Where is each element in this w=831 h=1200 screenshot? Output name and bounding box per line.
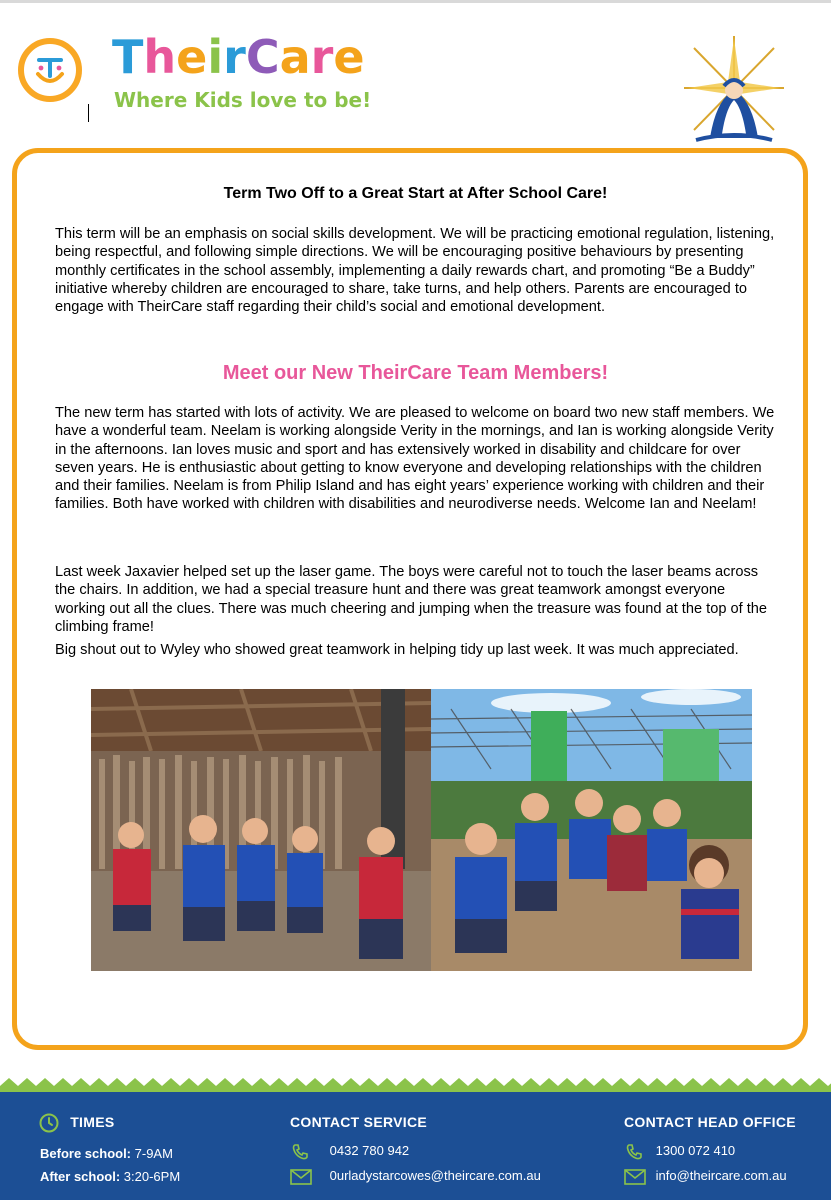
service-phone-line[interactable] — [290, 1142, 541, 1162]
brand-letter: r — [310, 30, 334, 84]
brand-tagline: Where Kids love to be! — [114, 88, 372, 112]
intro-paragraph: This term will be an emphasis on social skills development. We will be practicing emotional regulation, listening, being respectful, and following simple directions. We will be encouraging positive behaviours by presenting monthly certificates in the school assembly, implementing a daily rewards chart, and promoting “Be a Buddy” initiative whereby children are encouraged to share, take turns, and help others. Parents are encouraged to engage with TheirCare staff regarding their child’s social and emotional development. — [55, 226, 775, 316]
times-heading: TIMES — [70, 1113, 115, 1130]
contact-head-office-section — [624, 1114, 796, 1185]
brand-letter: r — [223, 30, 246, 84]
head-office-phone-line[interactable] — [624, 1142, 796, 1162]
brand-letter: e — [176, 30, 208, 84]
times-section — [38, 1112, 180, 1184]
head-office-email[interactable]: info@theircare.com.au — [655, 1168, 787, 1183]
shout-out-paragraph: Big shout out to Wyley who showed great teamwork in helping tidy up last week. It was much appreciated. — [55, 642, 739, 658]
before-school-value: 7-9AM — [134, 1146, 173, 1161]
school-crest-icon — [676, 34, 792, 146]
smile-t-glyph — [30, 50, 70, 90]
contact-head-office-heading: CONTACT HEAD OFFICE — [624, 1114, 796, 1130]
service-phone[interactable]: 0432 780 942 — [329, 1143, 410, 1159]
team-subheading: Meet our New TheirCare Team Members! — [222, 362, 609, 384]
theircare-logo-icon — [18, 38, 82, 102]
after-school-value: 3:20-6PM — [123, 1169, 181, 1184]
text-cursor — [88, 104, 89, 122]
footer-bar — [0, 1092, 831, 1200]
service-email[interactable]: 0urladystarcowes@theircare.com.au — [329, 1168, 541, 1183]
brand-wordmark — [112, 30, 365, 84]
phone-icon — [290, 1142, 310, 1162]
brand-letter: a — [279, 30, 311, 84]
brand-letter: i — [207, 30, 224, 84]
contact-service-section — [290, 1114, 541, 1185]
after-school-label: After school: — [40, 1169, 121, 1184]
brand-letter: C — [245, 30, 280, 84]
service-email-line[interactable] — [290, 1168, 541, 1185]
head-office-phone[interactable]: 1300 072 410 — [655, 1143, 736, 1159]
photo-children-shelter — [91, 689, 431, 971]
brand-letter: T — [112, 30, 144, 84]
before-school-label: Before school: — [40, 1146, 132, 1161]
photo-children-climbing-frame — [431, 689, 752, 971]
contact-service-heading: CONTACT SERVICE — [290, 1114, 427, 1130]
brand-letter: e — [333, 30, 365, 84]
email-icon — [290, 1169, 312, 1185]
laser-game-paragraph: Last week Jaxavier helped set up the laser game. The boys were careful not to touch the laser beams across the chairs. In addition, we had a special treasure hunt and there was great teamwork amongst everyone working out all the clues. There was much cheering and jumping when the treasure was found at the top of the climbing frame! — [55, 564, 768, 635]
head-office-email-line[interactable] — [624, 1168, 796, 1185]
brand-letter: h — [143, 30, 177, 84]
before-school-line — [40, 1146, 180, 1161]
phone-icon — [624, 1142, 644, 1162]
clock-icon — [38, 1112, 60, 1134]
email-icon — [624, 1169, 646, 1185]
after-school-line — [40, 1169, 180, 1184]
article-title: Term Two Off to a Great Start at After School Care! — [223, 185, 608, 202]
welcome-paragraph: The new term has started with lots of activity. We are pleased to welcome on board two new staff members. We have a wonderful team. Neelam is working alongside Verity in the mornings, and Ian is working alongside Verity in the afternoons. Ian loves music and sport and has extensively worked in disability and childcare for over seven years. He is enthusiastic about getting to know everyone and developing relationships with the children and their families. Neelam is from Philip Island and has eight years’ experience working with children and their families. Both have worked with children with disabilities and neurodiverse needs. Welcome Ian and Neelam! — [55, 405, 775, 513]
top-rule — [0, 0, 831, 3]
